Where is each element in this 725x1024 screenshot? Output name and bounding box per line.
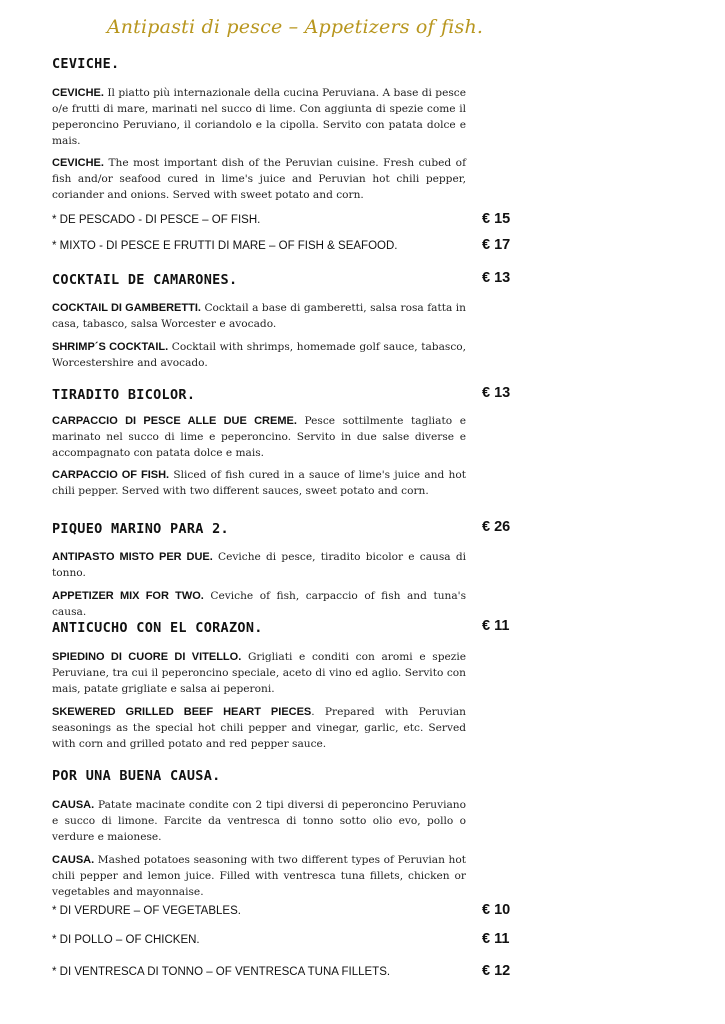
- cocktail-price: € 13: [482, 270, 511, 286]
- piqueo-price: € 26: [482, 519, 511, 535]
- cocktail-lead-en: SHRIMP´S COCKTAIL.: [52, 341, 169, 353]
- anticucho-lead-it: SPIEDINO DI CUORE DI VITELLO.: [52, 651, 242, 663]
- tiradito-text-en: Sliced of fish cured in a sauce of lime's juice and hot chili pepper. Served with two different sauces, sweet potato and corn.: [52, 469, 466, 497]
- causa-option-vegetables: * DI VERDURE – OF VEGETABLES.: [52, 905, 241, 917]
- ceviche-desc-en: [52, 155, 466, 203]
- ceviche-option-fish: * DE PESCADO - DI PESCE – OF FISH.: [52, 214, 261, 226]
- ceviche-desc-it: [52, 85, 466, 149]
- tiradito-price: € 13: [482, 385, 511, 401]
- piqueo-text-it: Ceviche di pesce, tiradito bicolor e causa di tonno.: [52, 551, 466, 579]
- section-heading-cocktail: COCKTAIL DE CAMARONES.: [52, 272, 238, 288]
- causa-desc-it: [52, 797, 466, 845]
- page-title: Antipasti di pesce – Appetizers of fish.: [106, 16, 484, 38]
- ceviche-lead-it: CEVICHE.: [52, 87, 104, 99]
- tiradito-lead-en: CARPACCIO OF FISH.: [52, 469, 170, 481]
- causa-text-it: Patate macinate condite con 2 tipi diversi di peperoncino Peruviano e succo di limone. Farcite da ventresca di tonno sotto olio evo, pollo o verdure e maionese.: [52, 799, 466, 843]
- causa-lead-it: CAUSA.: [52, 799, 95, 811]
- causa-price-vegetables: € 10: [482, 902, 511, 918]
- causa-desc-en: [52, 852, 466, 900]
- section-heading-causa: POR UNA BUENA CAUSA.: [52, 768, 221, 784]
- anticucho-text-en: . Prepared with Peruvian seasonings as the special hot chili pepper and vinegar, garlic, etc. Served with corn and grilled potato and red pepper sauce.: [52, 706, 467, 750]
- causa-price-tuna: € 12: [482, 963, 511, 979]
- section-heading-piqueo: PIQUEO MARINO PARA 2.: [52, 521, 229, 537]
- anticucho-text-it: Grigliati e conditi con aromi e spezie Peruviane, tra cui il peperoncino speciale, aceto di vino ed aglio. Servito con mais, patate grigliate e salsa ai peperoni.: [52, 651, 466, 695]
- anticucho-desc-it: [52, 649, 466, 697]
- ceviche-option-mixed: * MIXTO - DI PESCE E FRUTTI DI MARE – OF FISH & SEAFOOD.: [52, 240, 398, 252]
- piqueo-desc-en: [52, 588, 466, 620]
- piqueo-lead-it: ANTIPASTO MISTO PER DUE.: [52, 551, 213, 563]
- section-heading-tiradito: TIRADITO BICOLOR.: [52, 387, 196, 403]
- causa-option-chicken: * DI POLLO – OF CHICKEN.: [52, 934, 200, 946]
- tiradito-desc-it: [52, 413, 466, 461]
- causa-lead-en: CAUSA.: [52, 854, 95, 866]
- tiradito-desc-en: [52, 467, 466, 499]
- ceviche-lead-en: CEVICHE.: [52, 157, 104, 169]
- cocktail-text-it: Cocktail a base di gamberetti, salsa rosa fatta in casa, tabasco, salsa Worcester e avocado.: [52, 302, 466, 330]
- ceviche-price-fish: € 15: [482, 211, 511, 227]
- section-heading-anticucho: ANTICUCHO CON EL CORAZON.: [52, 620, 263, 636]
- ceviche-text-en: The most important dish of the Peruvian cuisine. Fresh cubed of fish and/or seafood cured in lime's juice and Peruvian hot chili pepper, coriander and onions. Served with sweet potato and corn.: [52, 157, 466, 201]
- anticucho-desc-en: [52, 704, 466, 752]
- piqueo-lead-en: APPETIZER MIX FOR TWO.: [52, 590, 204, 602]
- tiradito-lead-it: CARPACCIO DI PESCE ALLE DUE CREME.: [52, 415, 297, 427]
- cocktail-desc-en: [52, 339, 466, 371]
- cocktail-text-en: Cocktail with shrimps, homemade golf sauce, tabasco, Worcestershire and avocado.: [52, 341, 466, 369]
- anticucho-lead-en: SKEWERED GRILLED BEEF HEART PIECES: [52, 706, 312, 718]
- cocktail-desc-it: [52, 300, 466, 332]
- section-heading-ceviche: CEVICHE.: [52, 56, 120, 72]
- piqueo-text-en: Ceviche of fish, carpaccio of fish and tuna's causa.: [52, 590, 467, 618]
- ceviche-text-it: Il piatto più internazionale della cucina Peruviana. A base di pesce o/e frutti di mare, marinati nel succo di lime. Con aggiunta di spezie come il peperoncino Peruviano, il coriandolo e la cipolla. Servito con patata dolce e mais.: [52, 87, 466, 147]
- anticucho-price: € 11: [482, 618, 510, 634]
- ceviche-price-mixed: € 17: [482, 237, 511, 253]
- causa-price-chicken: € 11: [482, 931, 510, 947]
- causa-option-tuna: * DI VENTRESCA DI TONNO – OF VENTRESCA TUNA FILLETS.: [52, 966, 391, 978]
- tiradito-text-it: Pesce sottilmente tagliato e marinato nel succo di lime e peperoncino. Servito in due salse diverse e accompagnato con patata dolce e mais.: [52, 415, 466, 459]
- causa-text-en: Mashed potatoes seasoning with two different types of Peruvian hot chili pepper and lemon juice. Filled with ventresca tuna fillets, chicken or vegetables and mayonnaise.: [52, 854, 466, 898]
- cocktail-lead-it: COCKTAIL DI GAMBERETTI.: [52, 302, 201, 314]
- piqueo-desc-it: [52, 549, 466, 581]
